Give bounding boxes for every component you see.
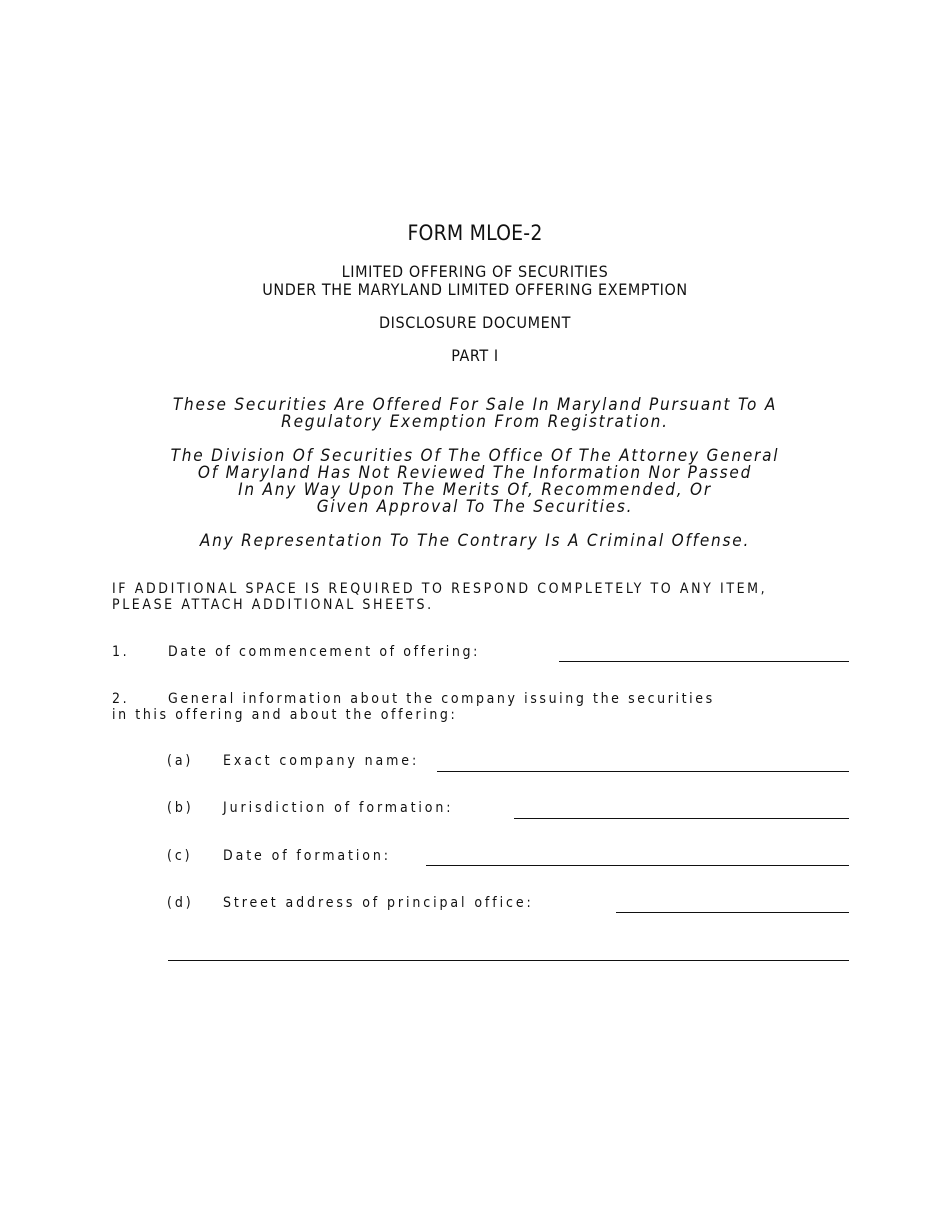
commencement-date-field[interactable] <box>559 661 849 662</box>
form-title: FORM MLOE-2 <box>407 221 543 245</box>
jurisdiction-field[interactable] <box>514 818 849 819</box>
jurisdiction-label: Jurisdiction of formation: <box>223 800 454 816</box>
item-1-number: 1. <box>112 644 130 660</box>
item-1-label: Date of commencement of offering: <box>168 644 480 660</box>
notice-line-3: The Division Of Securities Of The Office Of The Attorney General <box>170 446 780 466</box>
item-2-line-1: General information about the company issuing the securities <box>168 691 715 707</box>
subitem-b-letter: (b) <box>167 800 194 816</box>
principal-office-label: Street address of principal office: <box>223 895 534 911</box>
notice-line-1: These Securities Are Offered For Sale In Maryland Pursuant To A <box>172 395 778 415</box>
item-2-line-2: in this offering and about the offering: <box>112 707 458 723</box>
principal-office-field[interactable] <box>616 912 849 913</box>
criminal-offense-warning: Any Representation To The Contrary Is A Criminal Offense. <box>199 531 751 551</box>
document-type-heading: DISCLOSURE DOCUMENT <box>378 313 572 332</box>
instruction-line-1: IF ADDITIONAL SPACE IS REQUIRED TO RESPOND COMPLETELY TO ANY ITEM, <box>112 581 768 597</box>
notice-line-2: Regulatory Exemption From Registration. <box>281 412 669 432</box>
notice-line-6: Given Approval To The Securities. <box>316 497 634 517</box>
heading-line-1: LIMITED OFFERING OF SECURITIES <box>341 262 609 281</box>
notice-line-4: Of Maryland Has Not Reviewed The Information Nor Passed <box>197 463 753 483</box>
item-2-number: 2. <box>112 691 130 707</box>
formation-date-label: Date of formation: <box>223 848 391 864</box>
subitem-a-letter: (a) <box>167 753 194 769</box>
subitem-d-letter: (d) <box>167 895 194 911</box>
subitem-c-letter: (c) <box>167 848 193 864</box>
company-name-field[interactable] <box>437 771 849 772</box>
formation-date-field[interactable] <box>426 865 849 866</box>
instruction-line-2: PLEASE ATTACH ADDITIONAL SHEETS. <box>112 597 434 613</box>
heading-line-2: UNDER THE MARYLAND LIMITED OFFERING EXEMPTION <box>262 280 688 299</box>
part-heading: PART I <box>451 346 499 365</box>
notice-line-5: In Any Way Upon The Merits Of, Recommended, Or <box>238 480 712 500</box>
company-name-label: Exact company name: <box>223 753 420 769</box>
principal-office-field-line-2[interactable] <box>168 960 849 961</box>
